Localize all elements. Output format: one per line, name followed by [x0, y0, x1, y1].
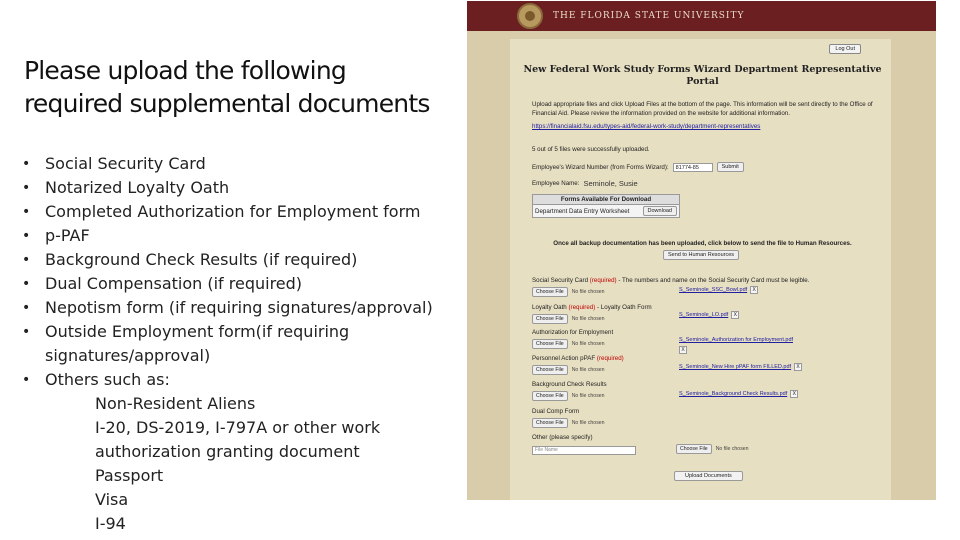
- bullet-icon: •: [22, 300, 31, 316]
- list-item: • Social Security Card: [22, 152, 462, 176]
- forms-download-row: [533, 205, 679, 217]
- sub-list-item: Passport: [95, 466, 164, 485]
- bullet-icon: •: [22, 180, 31, 196]
- doc-label-other: Other (please specify): [532, 434, 593, 441]
- list-item: • Completed Authorization for Employment form: [22, 200, 462, 224]
- doc-label-authorization: Authorization for Employment: [532, 329, 614, 336]
- download-button[interactable]: Download: [643, 206, 677, 216]
- employee-name-value: Seminole, Susie: [583, 179, 638, 188]
- slide-title-line-2: required supplemental documents: [24, 89, 430, 118]
- forms-item-label: Department Data Entry Worksheet: [535, 207, 630, 215]
- upload-documents-button[interactable]: Upload Documents: [674, 471, 743, 481]
- uploaded-file-link[interactable]: S_Seminole_Authorization for Employment.pdf: [679, 337, 794, 343]
- doc-label-background: Background Check Results: [532, 381, 607, 388]
- doc-label-ssc: Social Security Card (required) - The numbers and name on the Social Security Card must be legible.: [532, 277, 810, 284]
- doc-label-ppaf: Personnel Action pPAF (required): [532, 355, 624, 362]
- slide-title-line-1: Please upload the following: [24, 56, 346, 85]
- choose-file-button[interactable]: Choose File: [532, 287, 568, 297]
- uploaded-file-link[interactable]: S_Seminole_SSC_Bowl.pdf: [679, 287, 748, 293]
- list-item: • p-PAF: [22, 224, 462, 248]
- university-name: THE FLORIDA STATE UNIVERSITY: [553, 11, 745, 21]
- remove-file-icon[interactable]: X: [679, 346, 687, 354]
- remove-file-icon[interactable]: X: [731, 311, 739, 319]
- remove-file-icon[interactable]: X: [790, 390, 798, 398]
- other-file-name-input[interactable]: File Name: [532, 446, 636, 455]
- choose-file-button[interactable]: Choose File: [676, 444, 712, 454]
- remove-row-authorization: [679, 346, 687, 354]
- document-bullet-list: [22, 152, 462, 536]
- bullet-icon: •: [22, 156, 31, 172]
- no-file-text: No file chosen: [571, 289, 605, 295]
- remove-file-icon[interactable]: X: [794, 363, 802, 371]
- upload-status: 5 out of 5 files were successfully uploaded.: [532, 146, 650, 153]
- forms-download-box: [532, 194, 680, 218]
- intro-text: Upload appropriate files and click Upload Files at the bottom of the page. This information will be sent directly to the Office of Financial Aid. Please review the information provided on the website for additional information.: [532, 101, 873, 117]
- logout-button[interactable]: Log Out: [829, 44, 861, 54]
- sub-list-item: I-94: [95, 514, 126, 533]
- choose-file-button[interactable]: Choose File: [532, 339, 568, 349]
- wizard-number-row: [532, 162, 744, 172]
- bullet-icon: •: [22, 228, 31, 244]
- file-control-loyalty-oath: [532, 314, 605, 324]
- forms-download-header: Forms Available For Download: [533, 195, 679, 205]
- bullet-icon: •: [22, 372, 31, 388]
- uploaded-file-authorization: [679, 337, 793, 343]
- no-file-text: No file chosen: [571, 316, 605, 322]
- uploaded-file-ppaf: [679, 363, 802, 371]
- remove-file-icon[interactable]: X: [750, 286, 758, 294]
- list-item: • Dual Compensation (if required): [22, 272, 462, 296]
- file-control-ssc: [532, 287, 605, 297]
- intro-link[interactable]: https://financialaid.fsu.edu/types-aid/federal-work-study/department-representatives: [532, 123, 761, 130]
- wizard-number-label: Employee's Wizard Number (from Forms Wizard):: [532, 163, 669, 171]
- bullet-icon: •: [22, 276, 31, 292]
- sub-list-item: Visa: [95, 490, 129, 509]
- others-sub-list: [22, 392, 462, 536]
- no-file-text: No file chosen: [571, 393, 605, 399]
- choose-file-button[interactable]: Choose File: [532, 391, 568, 401]
- bullet-icon: •: [22, 324, 31, 340]
- backup-message: Once all backup documentation has been uploaded, click below to send the file to Human Resources.: [553, 240, 852, 247]
- uploaded-file-loyalty-oath: [679, 311, 739, 319]
- portal-panel: [510, 39, 891, 500]
- employee-name-row: [532, 179, 638, 188]
- file-control-other: [676, 444, 749, 454]
- file-control-authorization: [532, 339, 605, 349]
- uploaded-file-link[interactable]: S_Seminole_LO.pdf: [679, 312, 729, 318]
- employee-name-label: Employee Name:: [532, 180, 580, 187]
- portal-screenshot: [467, 1, 936, 500]
- fsu-seal-icon: [517, 3, 543, 29]
- university-header: [467, 1, 936, 31]
- no-file-text: No file chosen: [571, 341, 605, 347]
- file-control-background: [532, 391, 605, 401]
- slide-title: [24, 54, 474, 120]
- bullet-icon: •: [22, 204, 31, 220]
- list-item: • Others such as:: [22, 368, 462, 392]
- sub-list-item: I-20, DS-2019, I-797A or other work authorization granting document: [95, 418, 381, 461]
- doc-label-loyalty-oath: Loyalty Oath (required) - Loyalty Oath Form: [532, 304, 652, 311]
- send-to-hr-button[interactable]: Send to Human Resources: [663, 250, 739, 260]
- file-control-ppaf: [532, 365, 605, 375]
- choose-file-button[interactable]: Choose File: [532, 314, 568, 324]
- list-item: • Background Check Results (if required): [22, 248, 462, 272]
- uploaded-file-link[interactable]: S_Seminole_Background Check Results.pdf: [679, 391, 788, 397]
- no-file-text: No file chosen: [571, 367, 605, 373]
- no-file-text: No file chosen: [571, 420, 605, 426]
- no-file-text: No file chosen: [715, 446, 749, 452]
- uploaded-file-link[interactable]: S_Seminole_New Hire pPAF form FILLED.pdf: [679, 364, 792, 370]
- wizard-number-input[interactable]: 81774-85: [673, 163, 713, 172]
- file-control-dual-comp: [532, 418, 605, 428]
- sub-list-item: Non-Resident Aliens: [95, 394, 256, 413]
- submit-button[interactable]: Submit: [717, 162, 744, 172]
- uploaded-file-background: [679, 390, 798, 398]
- list-item: • Nepotism form (if requiring signatures/approval): [22, 296, 462, 320]
- choose-file-button[interactable]: Choose File: [532, 418, 568, 428]
- list-item: • Notarized Loyalty Oath: [22, 176, 462, 200]
- choose-file-button[interactable]: Choose File: [532, 365, 568, 375]
- portal-title: New Federal Work Study Forms Wizard Department Representative Portal: [523, 64, 882, 87]
- bullet-icon: •: [22, 252, 31, 268]
- list-item: • Outside Employment form(if requiring signatures/approval): [22, 320, 462, 368]
- doc-label-dual-comp: Dual Comp Form: [532, 408, 580, 415]
- uploaded-file-ssc: [679, 286, 758, 294]
